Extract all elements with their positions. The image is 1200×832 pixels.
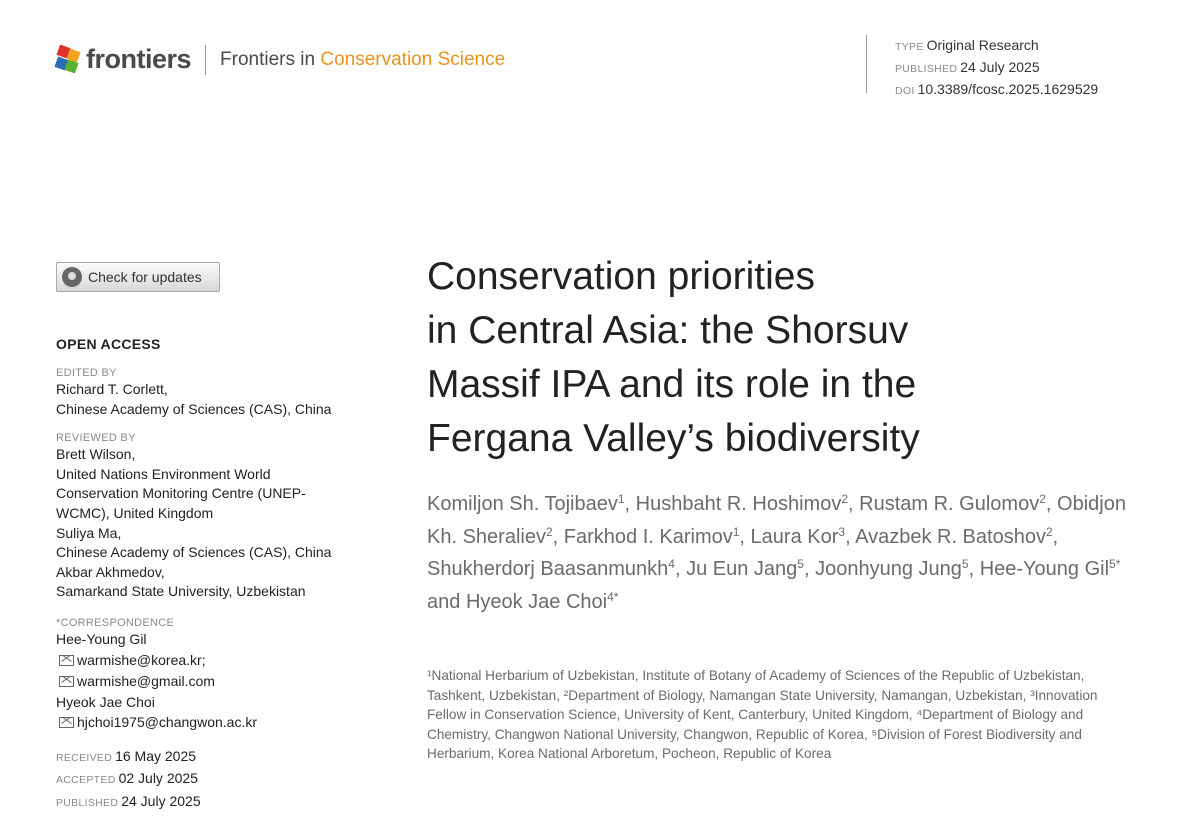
reviewer-line: United Nations Environment World [56,465,271,482]
author-separator: , [1045,493,1058,515]
affiliations: ¹National Herbarium of Uzbekistan, Institute of Botany of Academy of Sciences of the Republic of Uzbekistan, Tashkent, Uzbekistan, ²Department of Biology, Namangan State University, Namangan, Uzbekistan, ³Innovation Fellow in Conservation Science, University of Kent, Canterbury, United Kingdom, ⁴Department of Biology and Chemistry, Changwon National University, Changwon, Republic of Korea, ⁵Division of Forest Biodiversity and Herbarium, Korea National Arboretum, Pocheon, Republic of Korea [427,668,1098,761]
email-link[interactable] [56,712,356,734]
correspondent-name: Hee-Young Gil [56,630,147,647]
author-affiliation-sup: 5 [797,557,804,571]
edited-by-label: EDITED BY [56,367,117,379]
author-affiliation-sup: 5 [961,557,969,571]
author-name[interactable]: Joonhyung Jung [815,558,962,580]
author-name[interactable]: Laura Kor [750,525,839,548]
author-separator: , [739,525,751,548]
author-name[interactable]: Hyeok Jae Choi [465,590,608,613]
accepted-date [56,768,356,791]
author-separator: , [552,525,564,548]
logo-divider [205,45,206,75]
reviewer-line: Akbar Akhmedov, [56,563,165,580]
editor-line: Chinese Academy of Sciences (CAS), China [56,400,332,417]
accepted-label: ACCEPTED [56,774,116,787]
doi-label: DOI [895,85,915,97]
type-label: TYPE [895,41,924,53]
journal-title: Conservation Science [320,48,506,70]
email-text: warmishe@gmail.com [77,673,215,690]
journal-prefix: Frontiers in [220,48,321,70]
email-text: warmishe@korea.kr; [77,651,206,668]
title-line: Conservation priorities [427,255,816,298]
type-value: Original Research [926,37,1039,53]
editor-line: Richard T. Corlett, [56,381,168,397]
envelope-icon [59,655,74,666]
article-title [427,250,1087,466]
open-access-label: OPEN ACCESS [56,336,161,352]
published-value: 24 July 2025 [121,792,201,809]
author-name[interactable]: Avazbek R. Batoshov [855,525,1046,548]
article-published [895,57,1098,79]
published-value: 24 July 2025 [960,59,1040,75]
author-name[interactable]: Ju Eun Jang [686,558,798,580]
author-separator: , [803,558,816,580]
author-affiliation-sup: 5* [1109,557,1121,571]
author-affiliation-sup: 1 [617,492,625,506]
envelope-icon [59,717,74,728]
brand-name: frontiers [86,44,192,74]
email-link[interactable] [56,650,356,672]
author-name[interactable]: Hee-Young Gil [979,558,1110,580]
author-affiliation-sup: 2 [1039,492,1046,506]
published-label: PUBLISHED [895,63,958,75]
crossmark-icon [62,267,82,287]
author-name[interactable]: Obidjon Kh. Sheraliev [427,493,1126,548]
reviewer-line: WCMC), United Kingdom [56,504,214,521]
email-link[interactable] [56,671,356,693]
correspondence-label: *CORRESPONDENCE [56,616,175,629]
received-value: 16 May 2025 [115,747,197,764]
email-text: hjchoi1975@changwon.ac.kr [77,714,257,731]
author-affiliation-sup: 4* [607,589,619,604]
author-separator: , [968,558,980,580]
author-affiliation-sup: 2 [841,492,849,506]
received-label: RECEIVED [56,751,113,764]
author-list [427,488,1147,618]
published-label: PUBLISHED [56,796,119,809]
author-name[interactable]: Rustam R. Gulomov [859,493,1040,515]
author-name[interactable]: Farkhod I. Karimov [563,525,733,548]
author-separator: , [624,493,636,515]
author-name[interactable]: Komiljon Sh. Tojibaev [427,493,618,515]
title-line: Fergana Valley’s biodiversity [427,417,920,460]
article-meta [866,35,1099,97]
author-affiliation-sup: 4 [668,557,675,571]
check-updates-label: Check for updates [88,269,202,285]
title-line: in Central Asia: the Shorsuv [427,309,909,352]
reviewer-line: Brett Wilson, [56,446,136,463]
received-date [56,746,356,769]
title-line: Massif IPA and its role in the [427,363,917,406]
article-doi [895,79,1098,101]
author-name[interactable]: Shukherdorj Baasanmunkh [427,558,669,580]
envelope-icon [59,676,74,687]
author-separator: , [674,558,687,580]
correspondent-name: Hyeok Jae Choi [56,693,155,710]
reviewer-line: Conservation Monitoring Centre (UNEP- [56,485,306,502]
author-name[interactable]: Hushbaht R. Hoshimov [635,493,842,515]
article-type [895,35,1098,57]
check-for-updates-button[interactable] [56,262,220,292]
author-affiliation-sup: 2 [545,524,553,539]
sidebar [56,336,356,813]
doi-link[interactable]: 10.3389/fcosc.2025.1629529 [917,81,1099,97]
author-separator: and [427,590,466,613]
frontiers-logo[interactable] [56,44,505,75]
author-separator: , [848,493,860,515]
author-separator: , [845,525,856,548]
author-separator: , [1052,525,1059,548]
reviewer-line: Chinese Academy of Sciences (CAS), China [56,544,332,561]
author-affiliation-sup: 1 [732,524,740,539]
reviewer-line: Samarkand State University, Uzbekistan [56,583,306,600]
frontiers-logo-icon [56,46,80,74]
author-affiliation-sup: 3 [838,524,846,539]
author-affiliation-sup: 2 [1045,524,1053,539]
reviewer-line: Suliya Ma, [56,524,122,541]
journal-name [220,49,505,71]
reviewed-by-label: REVIEWED BY [56,432,136,445]
history-dates [56,746,356,814]
accepted-value: 02 July 2025 [118,770,198,787]
published-date [56,791,356,814]
